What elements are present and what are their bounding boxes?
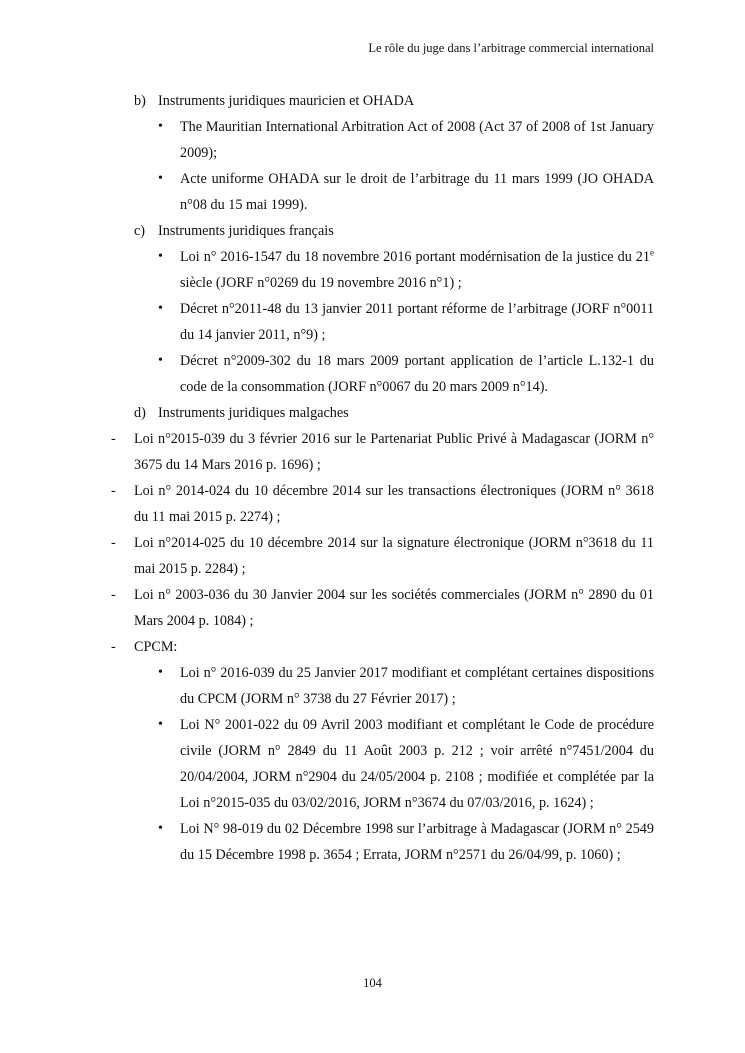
dash-item bbox=[0, 478, 745, 530]
list-item-text: Décret n°2011-48 du 13 janvier 2011 portant réforme de l’arbitrage (JORF n°0011 du 14 janvier 2011, n°9) ; bbox=[180, 301, 654, 343]
list-item bbox=[0, 296, 745, 348]
section-letter: b) bbox=[134, 93, 146, 109]
list-item-text: Loi N° 2001-022 du 09 Avril 2003 modifiant et complétant le Code de procédure civile (JORM n° 2849 du 11 Août 2003 p. 212 ; voir arrêté n°7451/2004 du 20/04/2004, JORM n°2904 du 24/05/2004 p. 2108 ; modifiée et complétée par la Loi n°2015-035 du 03/02/2016, JORM n°3674 du 07/03/2016, p. 1624) ; bbox=[180, 717, 654, 811]
superscript: e bbox=[650, 247, 654, 258]
list-item bbox=[0, 660, 745, 712]
section-title: Instruments juridiques malgaches bbox=[158, 405, 349, 421]
bullet-icon: • bbox=[158, 171, 163, 186]
list-item-text: The Mauritian International Arbitration Act of 2008 (Act 37 of 2008 of 1st January 2009); bbox=[180, 119, 654, 161]
dash-item bbox=[0, 582, 745, 634]
list-item bbox=[0, 348, 745, 400]
section-letter: d) bbox=[134, 405, 146, 421]
bullet-icon: • bbox=[158, 301, 163, 316]
dash-item-text: CPCM: bbox=[134, 639, 178, 655]
list-item-text: Loi n° 2016-039 du 25 Janvier 2017 modifiant et complétant certaines dispositions du CPCM (JORM n° 3738 du 27 Février 2017) ; bbox=[180, 665, 654, 707]
dash-icon: - bbox=[111, 431, 116, 447]
list-item bbox=[0, 166, 745, 218]
dash-item-text: Loi n°2014-025 du 10 décembre 2014 sur la signature électronique (JORM n°3618 du 11 mai 2015 p. 2284) ; bbox=[134, 535, 654, 577]
bullet-icon: • bbox=[158, 119, 163, 134]
section-heading-d bbox=[0, 400, 745, 426]
dash-item bbox=[0, 426, 745, 478]
bullet-icon: • bbox=[158, 665, 163, 680]
dash-item-text: Loi n° 2003-036 du 30 Janvier 2004 sur les sociétés commerciales (JORM n° 2890 du 01 Mars 2004 p. 1084) ; bbox=[134, 587, 654, 629]
section-title: Instruments juridiques français bbox=[158, 223, 334, 239]
list-item-text: Loi n° 2016-1547 du 18 novembre 2016 portant modérnisation de la justice du 21e siècle (JORF n°0269 du 19 novembre 2016 n°1) ; bbox=[180, 247, 654, 291]
dash-icon: - bbox=[111, 639, 116, 655]
list-item-text: Décret n°2009-302 du 18 mars 2009 portant application de l’article L.132-1 du code de la consommation (JORF n°0067 du 20 mars 2009 n°14). bbox=[180, 353, 654, 395]
section-heading-b bbox=[0, 88, 745, 114]
section-letter: c) bbox=[134, 223, 146, 239]
dash-icon: - bbox=[111, 483, 116, 499]
section-title: Instruments juridiques mauricien et OHADA bbox=[158, 93, 415, 109]
list-item-text: Acte uniforme OHADA sur le droit de l’arbitrage du 11 mars 1999 (JO OHADA n°08 du 15 mai 1999). bbox=[180, 171, 654, 213]
dash-item bbox=[0, 634, 745, 660]
dash-icon: - bbox=[111, 535, 116, 551]
list-item bbox=[0, 244, 745, 296]
page-number: 104 bbox=[363, 976, 382, 990]
dash-item-text: Loi n°2015-039 du 3 février 2016 sur le Partenariat Public Privé à Madagascar (JORM n° 3675 du 14 Mars 2016 p. 1696) ; bbox=[134, 431, 654, 473]
dash-icon: - bbox=[111, 587, 116, 603]
dash-item-text: Loi n° 2014-024 du 10 décembre 2014 sur les transactions électroniques (JORM n° 3618 du 11 mai 2015 p. 2274) ; bbox=[134, 483, 654, 525]
page-body bbox=[0, 88, 745, 868]
list-item bbox=[0, 114, 745, 166]
section-heading-c bbox=[0, 218, 745, 244]
bullet-icon: • bbox=[158, 821, 163, 836]
list-item bbox=[0, 712, 745, 816]
running-header: Le rôle du juge dans l’arbitrage commercial international bbox=[368, 41, 654, 55]
list-item-text: Loi N° 98-019 du 02 Décembre 1998 sur l’arbitrage à Madagascar (JORM n° 2549 du 15 Décembre 1998 p. 3654 ; Errata, JORM n°2571 du 26/04/99, p. 1060) ; bbox=[180, 821, 654, 863]
bullet-icon: • bbox=[158, 353, 163, 368]
list-item bbox=[0, 816, 745, 868]
bullet-icon: • bbox=[158, 249, 163, 264]
bullet-icon: • bbox=[158, 717, 163, 732]
dash-item bbox=[0, 530, 745, 582]
